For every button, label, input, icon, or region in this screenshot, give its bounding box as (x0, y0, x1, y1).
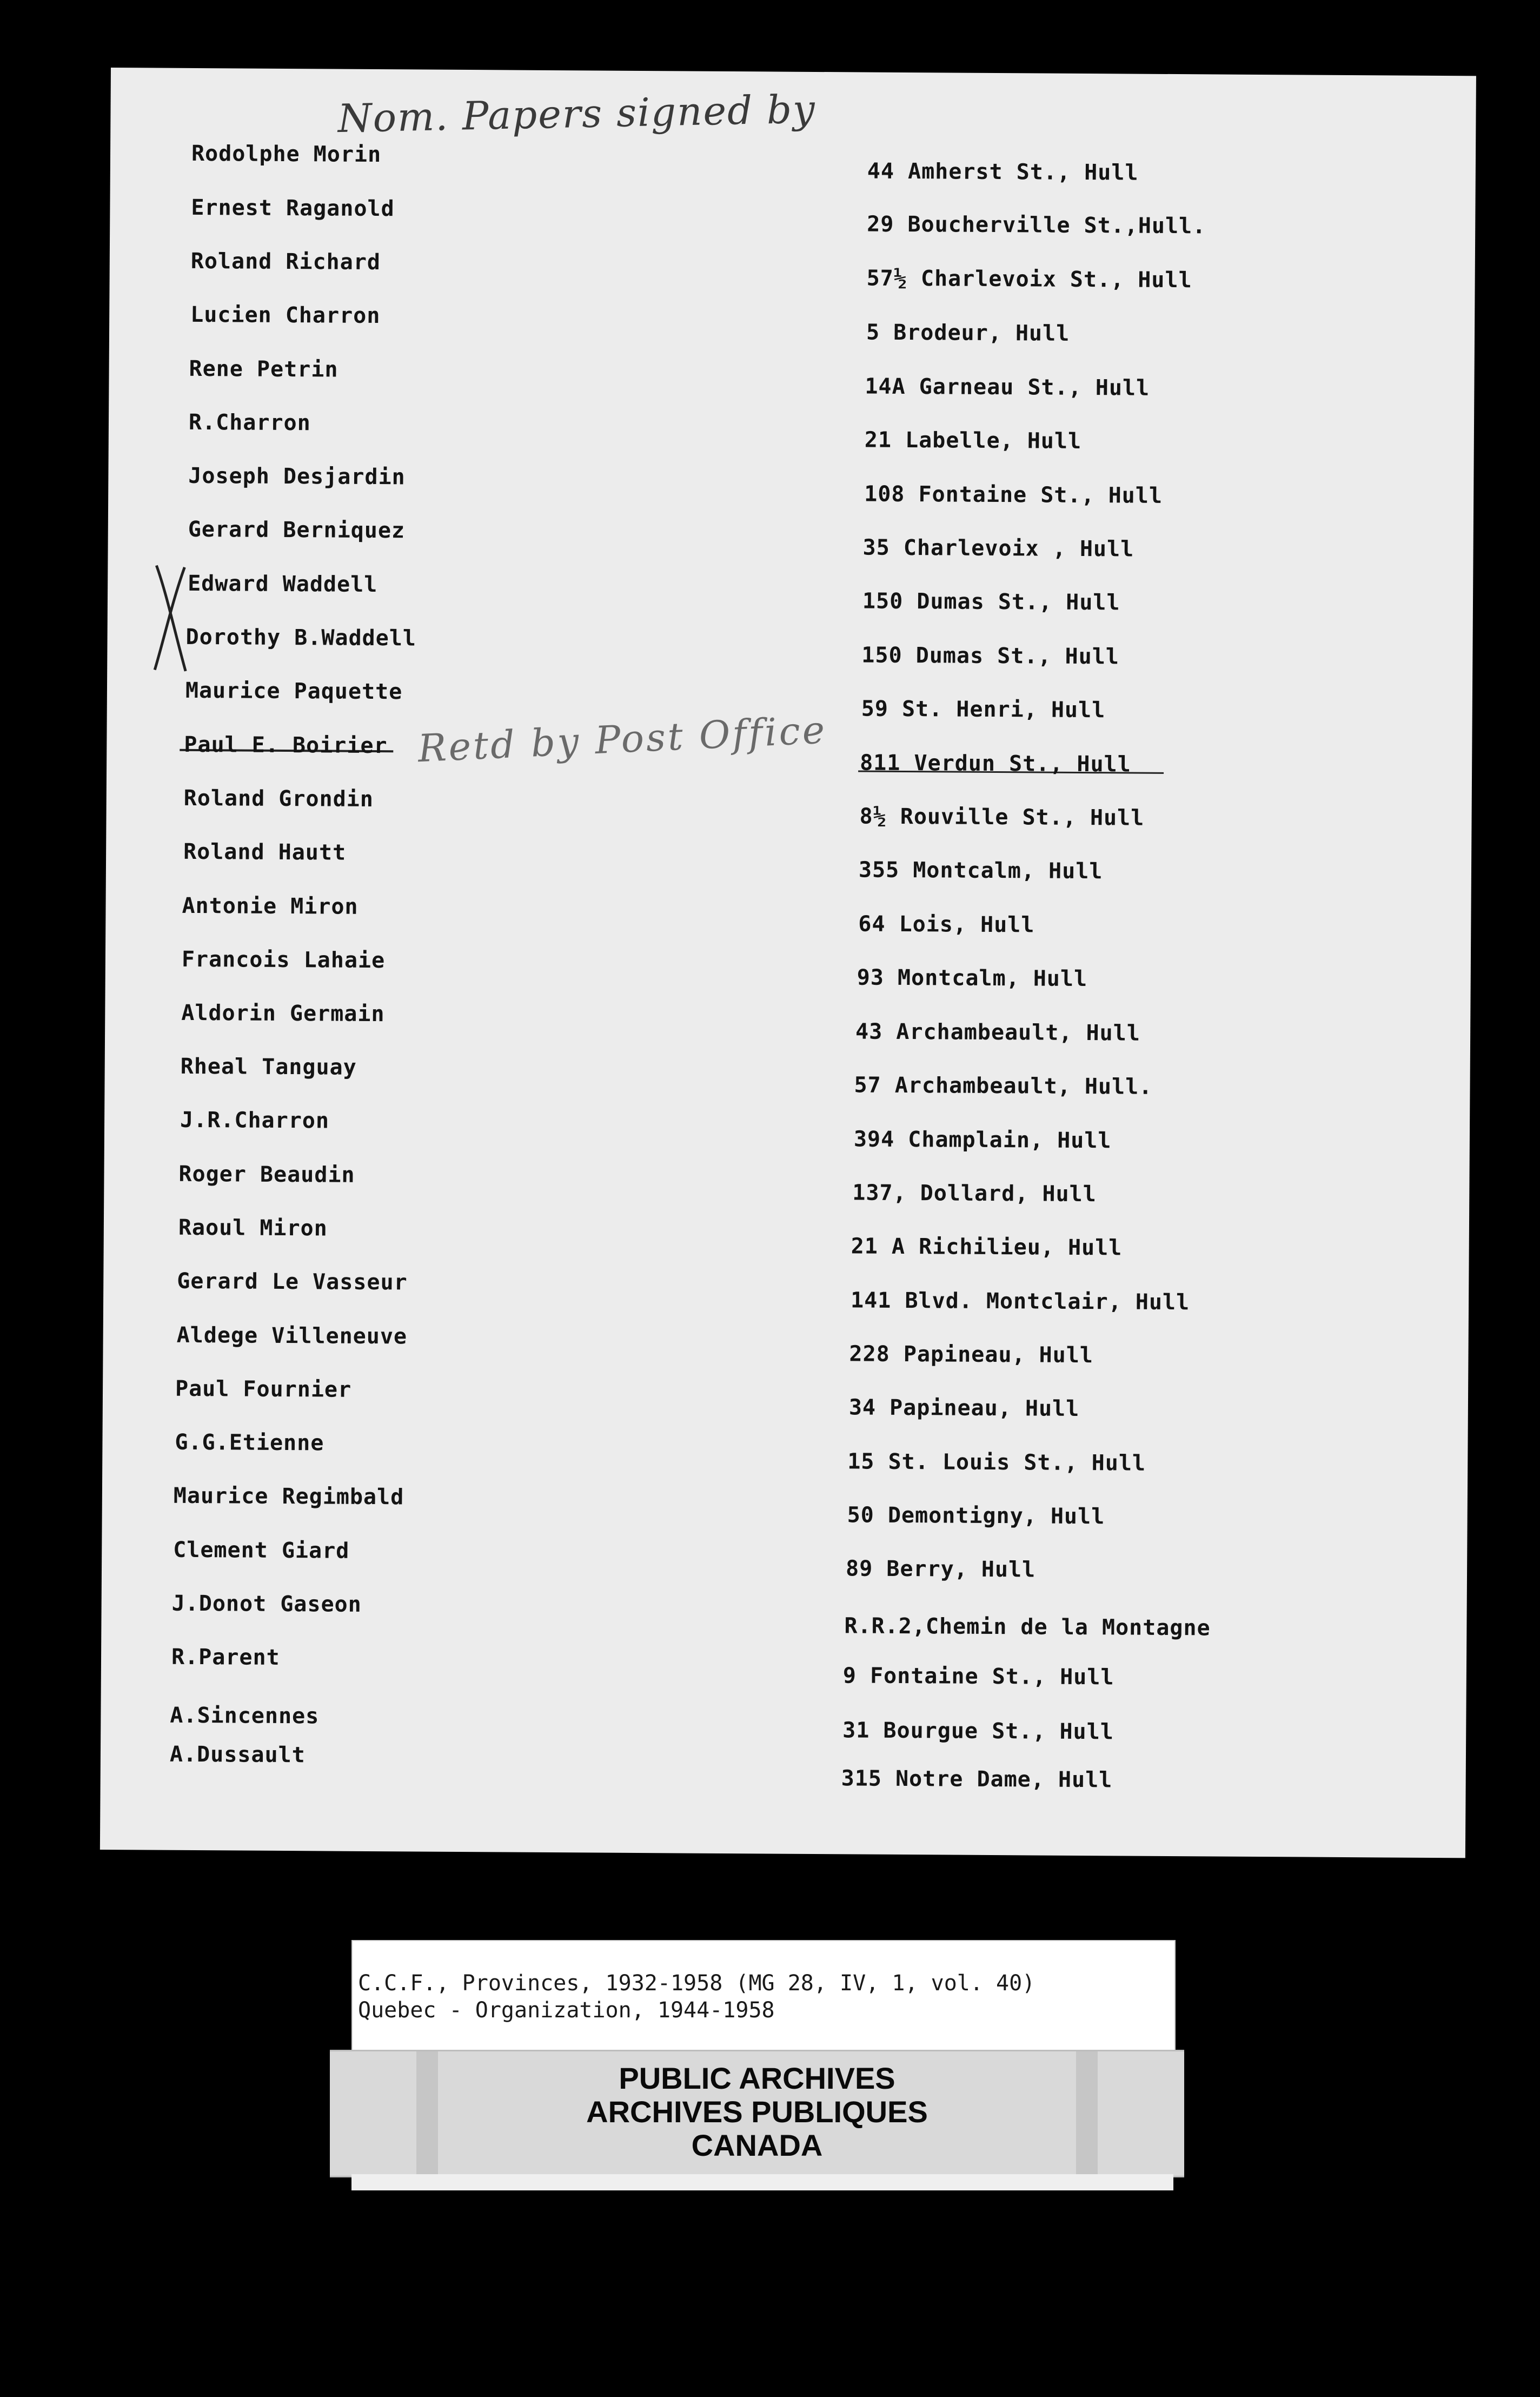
entry-address: 34 Papineau, Hull (848, 1395, 1080, 1421)
entry-name: Paul E. Boirier (184, 732, 388, 759)
entry-address: 89 Berry, Hull (845, 1556, 1036, 1582)
entry-name: Edward Waddell (188, 571, 378, 598)
entry-address: 9 Fontaine St., Hull (842, 1663, 1114, 1690)
banner-line-1: PUBLIC ARCHIVES (619, 2061, 895, 2095)
entry-address: 29 Boucherville St.,Hull. (867, 211, 1206, 239)
entry-address: 150 Dumas St., Hull (862, 588, 1120, 615)
entry-name: Roland Richard (190, 248, 381, 275)
entry-address: 137, Dollard, Hull (852, 1180, 1097, 1207)
entry-name: Gerard Berniquez (188, 517, 406, 544)
entry-address: R.R.2,Chemin de la Montagne (844, 1613, 1211, 1641)
entry-name: G.G.Etienne (175, 1429, 324, 1456)
entry-address: 57 Archambeault, Hull. (854, 1072, 1153, 1100)
entry-address: 64 Lois, Hull (858, 911, 1035, 938)
entry-address: 44 Amherst St., Hull (867, 158, 1139, 186)
entry-name: Ernest Raganold (191, 195, 395, 222)
archive-reference-line-1: C.C.F., Provinces, 1932-1958 (MG 28, IV, 1, vol. 40) (358, 1971, 1035, 1996)
entry-name: R.Charron (188, 409, 311, 436)
entry-address: 108 Fontaine St., Hull (864, 481, 1163, 508)
handwritten-post-office-note: Retd by Post Office (416, 707, 828, 771)
entry-address: 57½ Charlevoix St., Hull (866, 266, 1192, 293)
banner-base-strip (351, 2174, 1173, 2190)
entry-name: Rene Petrin (189, 356, 338, 382)
entry-address: 50 Demontigny, Hull (847, 1502, 1105, 1529)
entry-address: 59 St. Henri, Hull (861, 696, 1106, 723)
entry-address: 228 Papineau, Hull (849, 1341, 1094, 1368)
document-page (100, 68, 1476, 1858)
entry-address: 150 Dumas St., Hull (861, 643, 1120, 670)
entry-name: Francois Lahaie (181, 946, 386, 974)
entry-name: Gerard Le Vasseur (177, 1268, 408, 1295)
entry-address: 8½ Rouville St., Hull (859, 804, 1145, 831)
entry-name: Clement Giard (173, 1537, 350, 1564)
archive-reference-line-2: Quebec - Organization, 1944-1958 (358, 1998, 775, 2023)
entry-name: Aldege Villeneuve (176, 1322, 408, 1349)
banner-line-2: ARCHIVES PUBLIQUES (586, 2095, 928, 2129)
entry-name: J.R.Charron (180, 1107, 330, 1134)
entry-address: 811 Verdun St., Hull (860, 750, 1131, 777)
entry-address: 35 Charlevoix , Hull (862, 535, 1134, 562)
entry-address: 21 A Richilieu, Hull (851, 1234, 1123, 1261)
entry-address: 394 Champlain, Hull (853, 1127, 1112, 1154)
entry-address: 93 Montcalm, Hull (857, 965, 1088, 992)
archive-reference-slip (351, 1940, 1176, 2056)
entry-name: Maurice Paquette (185, 678, 403, 705)
entry-address: 14A Garneau St., Hull (865, 374, 1150, 401)
entry-address: 31 Bourgue St., Hull (842, 1718, 1114, 1745)
entry-name: Joseph Desjardin (188, 463, 406, 490)
x-mark-icon (150, 562, 189, 673)
entry-address: 141 Blvd. Montclair, Hull (850, 1288, 1190, 1315)
entry-name: Roland Hautt (183, 839, 347, 865)
handwritten-heading: Nom. Papers signed by (337, 86, 817, 142)
entry-name: Rodolphe Morin (191, 141, 382, 168)
entry-name: Maurice Regimbald (173, 1483, 404, 1510)
entry-name: Aldorin Germain (181, 1000, 385, 1027)
entry-name: A.Dussault (169, 1742, 306, 1768)
entry-name: Dorothy B.Waddell (185, 624, 417, 651)
entry-name: Roger Beaudin (178, 1161, 355, 1188)
entry-name: Raoul Miron (178, 1215, 328, 1241)
entry-address: 5 Brodeur, Hull (866, 320, 1070, 346)
entry-name: R.Parent (171, 1644, 280, 1670)
entry-name: A.Sincennes (170, 1703, 320, 1729)
entry-address: 355 Montcalm, Hull (858, 857, 1103, 884)
entry-address: 43 Archambeault, Hull (855, 1019, 1141, 1046)
entry-name: Antonie Miron (182, 893, 359, 919)
public-archives-banner (330, 2050, 1184, 2177)
banner-line-3: CANADA (691, 2128, 823, 2162)
entry-address: 21 Labelle, Hull (864, 427, 1082, 454)
entry-address: 315 Notre Dame, Hull (841, 1766, 1113, 1793)
entry-address: 15 St. Louis St., Hull (847, 1449, 1146, 1476)
entry-name: Lucien Charron (190, 302, 381, 329)
entry-name: Rheal Tanguay (180, 1054, 357, 1080)
entry-name: J.Donot Gaseon (171, 1591, 362, 1617)
entry-name: Paul Fournier (175, 1376, 352, 1402)
entry-name: Roland Grondin (183, 785, 374, 812)
